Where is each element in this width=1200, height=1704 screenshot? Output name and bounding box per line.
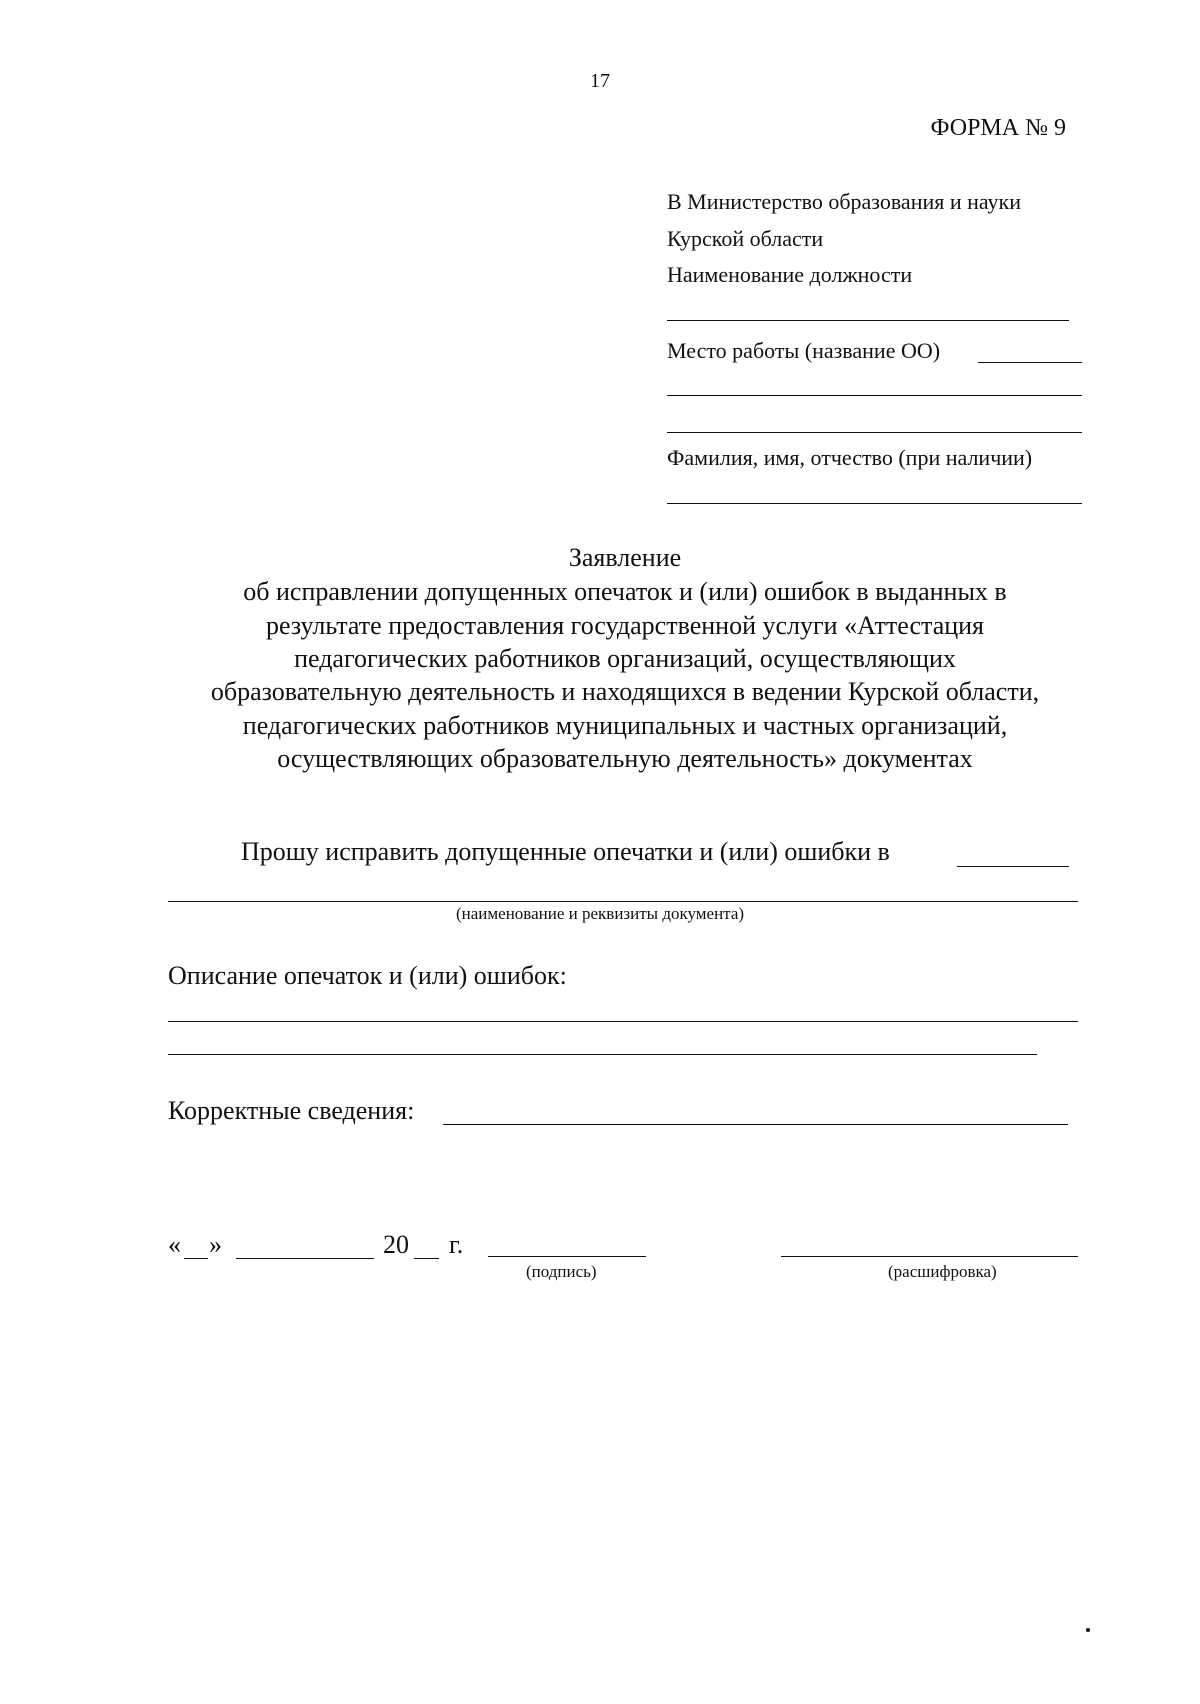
fio-label: Фамилия, имя, отчество (при наличии) bbox=[667, 445, 1033, 470]
subtitle-line-1: об исправлении допущенных опечаток и (или) ошибок в выданных в bbox=[243, 577, 1007, 606]
date-year-suffix: г. bbox=[449, 1230, 464, 1259]
subtitle-line-2: результате предоставления государственной услуги «Аттестация bbox=[265, 611, 985, 640]
decoding-field-line[interactable] bbox=[781, 1256, 1078, 1257]
document-field-line[interactable] bbox=[168, 901, 1078, 902]
request-field-line[interactable] bbox=[957, 866, 1069, 867]
document-caption: (наименование и реквизиты документа) bbox=[456, 904, 745, 923]
stray-dot bbox=[1086, 1628, 1090, 1632]
subtitle-line-5: педагогических работников муниципальных и частных организаций, bbox=[242, 711, 1008, 740]
description-field-line-1[interactable] bbox=[168, 1021, 1078, 1022]
addressee-line-1: В Министерство образования и науки bbox=[667, 189, 1022, 214]
subtitle-line-6: осуществляющих образовательную деятельность» документах bbox=[277, 744, 973, 773]
subtitle-line-3: педагогических работников организаций, осуществляющих bbox=[294, 644, 956, 673]
date-month-line[interactable] bbox=[236, 1258, 374, 1259]
date-open-quote: « bbox=[168, 1230, 181, 1259]
subtitle-line-4: образовательную деятельность и находящихся в ведении Курской области, bbox=[210, 677, 1040, 706]
addressee-line-2: Курской области bbox=[667, 226, 824, 251]
position-label: Наименование должности bbox=[667, 262, 913, 287]
page-number: 17 bbox=[590, 70, 610, 92]
workplace-field-line-3[interactable] bbox=[667, 432, 1082, 433]
correct-label: Корректные сведения: bbox=[168, 1096, 415, 1125]
signature-caption: (подпись) bbox=[526, 1262, 597, 1281]
date-close-quote: » bbox=[209, 1230, 222, 1259]
workplace-label: Место работы (название ОО) bbox=[667, 338, 941, 363]
description-label: Описание опечаток и (или) ошибок: bbox=[168, 961, 567, 990]
decoding-caption: (расшифровка) bbox=[888, 1262, 997, 1281]
form-number: ФОРМА № 9 bbox=[930, 115, 1066, 141]
workplace-field-line-2[interactable] bbox=[667, 395, 1082, 396]
workplace-field-line[interactable] bbox=[978, 362, 1082, 363]
position-field-line[interactable] bbox=[667, 320, 1069, 321]
date-day-line[interactable] bbox=[184, 1258, 208, 1259]
request-text: Прошу исправить допущенные опечатки и (или) ошибки в bbox=[241, 837, 890, 866]
document-title: Заявление bbox=[568, 543, 682, 572]
correct-field-line[interactable] bbox=[443, 1124, 1068, 1125]
signature-field-line[interactable] bbox=[488, 1256, 646, 1257]
description-field-line-2[interactable] bbox=[168, 1054, 1037, 1055]
fio-field-line[interactable] bbox=[667, 503, 1082, 504]
date-year-prefix: 20 bbox=[383, 1230, 409, 1259]
date-year-line[interactable] bbox=[414, 1258, 439, 1259]
